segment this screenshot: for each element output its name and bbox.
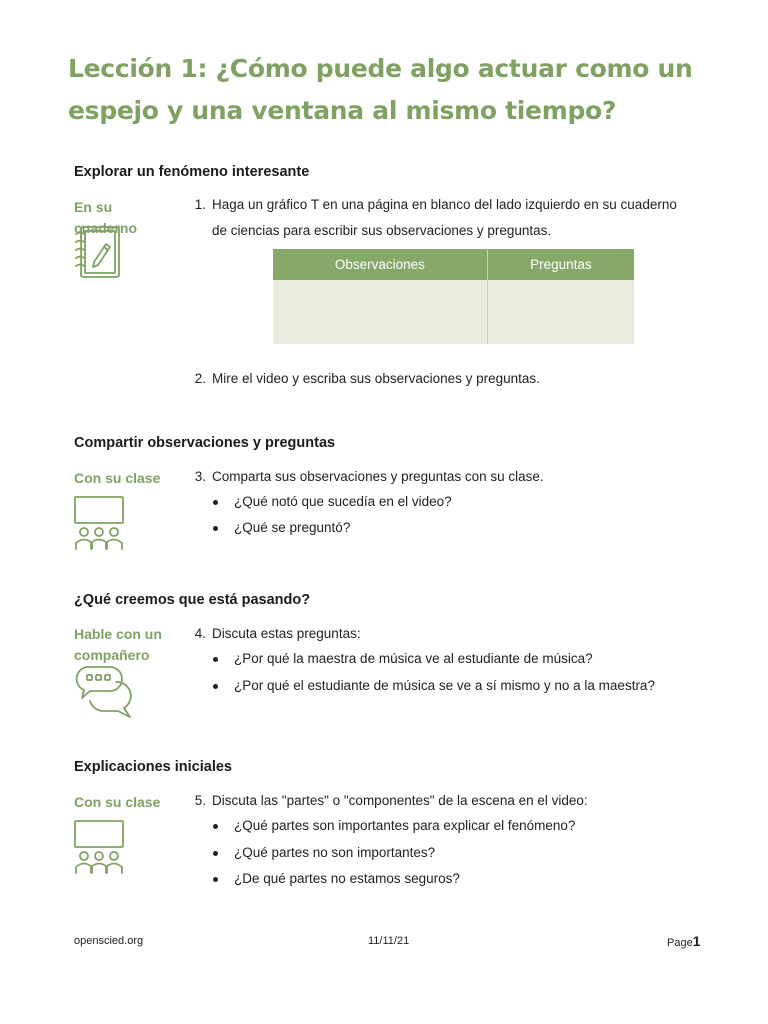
instruction-text: Haga un gráfico T en una página en blanco del lado izquierdo en su cuaderno de ciencias para escribir sus observaciones y preguntas. [212, 197, 677, 238]
bullet-text: ¿Por qué la maestra de música ve al estudiante de música? [234, 651, 593, 666]
t-chart-table [273, 249, 634, 344]
instruction-text: Mire el video y escriba sus observaciones y preguntas. [212, 371, 540, 386]
page-number: 1 [692, 933, 701, 949]
bullet-text: ¿De qué partes no estamos seguros? [234, 871, 460, 886]
bullet-point [213, 526, 218, 531]
t-chart-header-observations: Observaciones [273, 249, 487, 280]
item-number: 3. [194, 469, 206, 484]
footer-date: 11/11/21 [368, 935, 410, 947]
instruction-text: Comparta sus observaciones y preguntas con su clase. [212, 469, 544, 484]
page-title: Lección 1: ¿Cómo puede algo actuar como un espejo y una ventana al mismo tiempo? [68, 54, 693, 125]
bullet-text: ¿Qué notó que sucedía en el video? [234, 494, 452, 509]
speech-bubbles-icon [72, 664, 142, 720]
bullet-point [213, 657, 218, 662]
bullet-text: ¿Qué se preguntó? [234, 520, 351, 535]
item-number: 4. [194, 626, 206, 641]
item-number: 2. [194, 371, 206, 386]
context-label-notebook: En su cuaderno [74, 199, 138, 236]
section-heading-explanations: Explicaciones iniciales [74, 759, 232, 775]
footer-page [667, 933, 701, 949]
t-chart-header-questions: Preguntas [487, 249, 634, 280]
instruction-text: Discuta las "partes" o "componentes" de la escena en el video: [212, 793, 588, 808]
bullet-point [213, 500, 218, 505]
bullet-point [213, 851, 218, 856]
section-heading-thinking: ¿Qué creemos que está pasando? [74, 592, 311, 608]
bullet-text: ¿Por qué el estudiante de música se ve a sí mismo y no a la maestra? [234, 678, 655, 693]
bullet-point [213, 824, 218, 829]
item-number: 1. [194, 197, 206, 212]
instruction-text: Discuta estas preguntas: [212, 626, 361, 641]
t-chart-cell-observations [273, 280, 487, 344]
page-label: Page [667, 937, 693, 949]
bullet-text: ¿Qué partes son importantes para explicar el fenómeno? [234, 818, 576, 833]
bullet-text: ¿Qué partes no son importantes? [234, 845, 436, 860]
context-label-class: Con su clase [74, 794, 161, 810]
class-presentation-icon [72, 494, 128, 554]
context-label-class: Con su clase [74, 470, 161, 486]
context-label-partner: Hable con un compañero [74, 626, 162, 663]
bullet-point [213, 877, 218, 882]
notebook-icon [72, 222, 124, 282]
section-heading-explore: Explorar un fenómeno interesante [74, 164, 310, 180]
footer-website: openscied.org [74, 935, 144, 947]
item-number: 5. [194, 793, 206, 808]
section-heading-share: Compartir observaciones y preguntas [74, 435, 336, 451]
bullet-point [213, 684, 218, 689]
t-chart-cell-questions [487, 280, 634, 344]
class-presentation-icon [72, 818, 128, 878]
